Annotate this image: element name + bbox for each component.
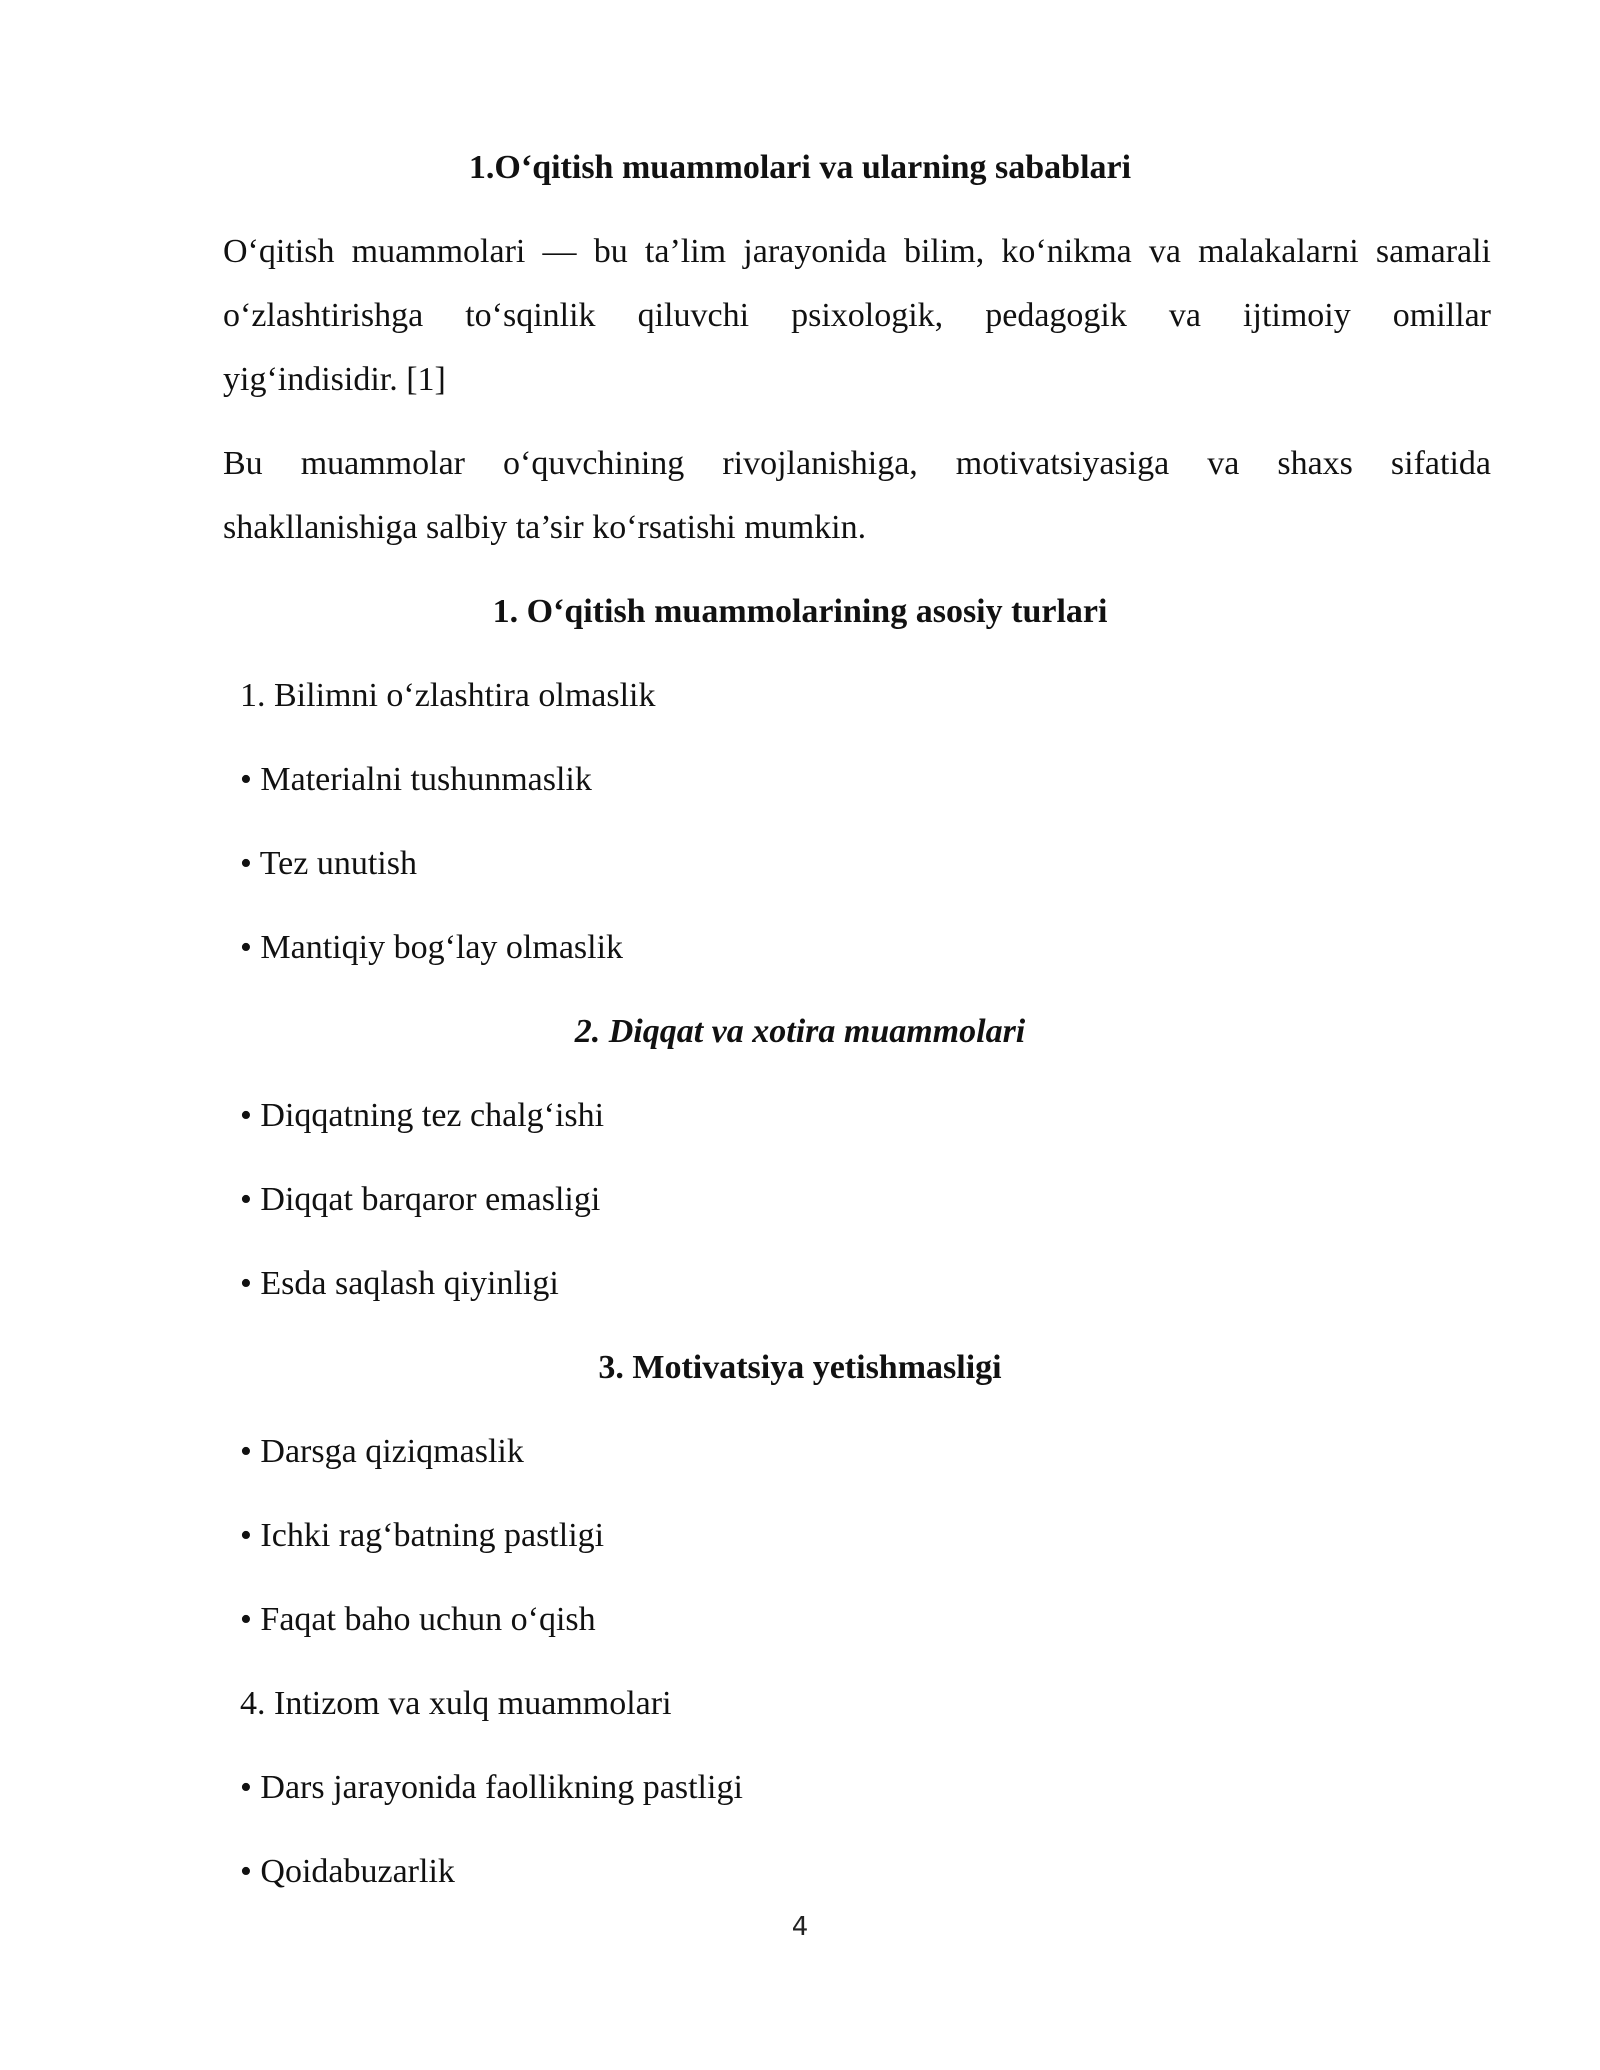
section-subheading: 1. Bilimni o‘zlashtira olmaslik: [240, 677, 656, 714]
list-item: • Esda saqlash qiyinligi: [240, 1265, 559, 1302]
second-line: Bu muammolar o‘quvchining rivojlanishiga, motivatsiyasiga va shaxs sifatida: [223, 445, 1491, 482]
second-line: shakllanishiga salbiy ta’sir ko‘rsatishi mumkin.: [223, 509, 867, 546]
list-item: • Tez unutish: [240, 845, 417, 882]
list-item: • Qoidabuzarlik: [240, 1853, 455, 1890]
intro-line: O‘qitish muammolari — bu ta’lim jarayonida bilim, ko‘nikma va malakalarni samarali: [223, 233, 1491, 270]
list-item: • Materialni tushunmaslik: [240, 761, 592, 798]
list-item: • Mantiqiy bog‘lay olmaslik: [240, 929, 624, 966]
intro-line: o‘zlashtirishga to‘sqinlik qiluvchi psixologik, pedagogik va ijtimoiy omillar: [223, 297, 1491, 334]
section-heading: 2. Diqqat va xotira muammolari: [574, 1013, 1026, 1050]
list-item: • Ichki rag‘batning pastligi: [240, 1517, 605, 1554]
list-item: • Faqat baho uchun o‘qish: [240, 1601, 596, 1638]
section-subheading: 4. Intizom va xulq muammolari: [240, 1685, 672, 1722]
document-title: 1.O‘qitish muammolari va ularning sabablari: [468, 149, 1132, 186]
list-item: • Diqqat barqaror emasligi: [240, 1181, 601, 1218]
list-item: • Dars jarayonida faollikning pastligi: [240, 1769, 743, 1806]
intro-line: yig‘indisidir. [1]: [223, 361, 446, 398]
section-heading: 3. Motivatsiya yetishmasligi: [598, 1349, 1002, 1386]
page-number: 4: [791, 1912, 809, 1942]
list-item: • Diqqatning tez chalg‘ishi: [240, 1097, 605, 1134]
section-heading: 1. O‘qitish muammolarining asosiy turlari: [492, 593, 1108, 630]
list-item: • Darsga qiziqmaslik: [240, 1433, 524, 1470]
